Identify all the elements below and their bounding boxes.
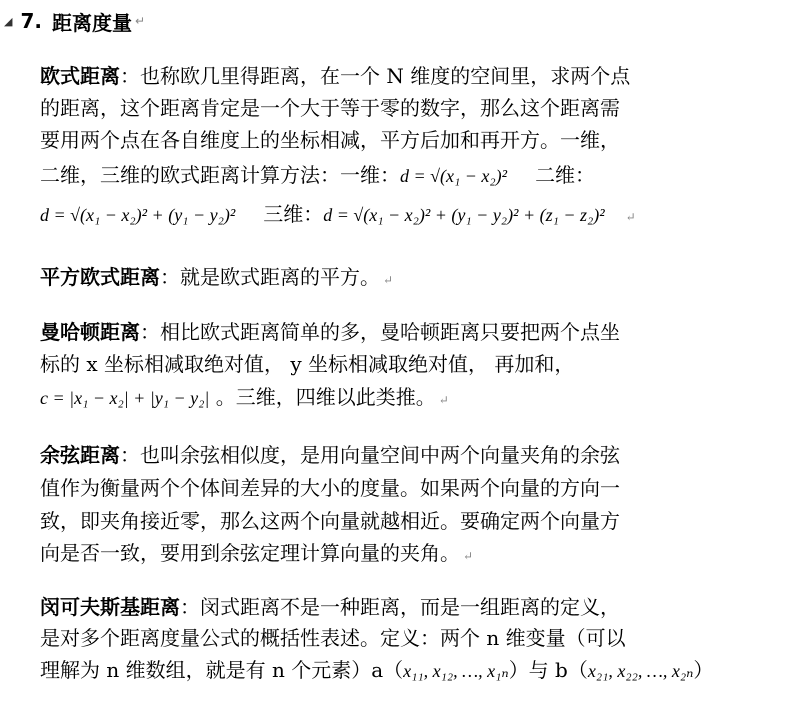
euclid-text-3: 要用两个点在各自维度上的坐标相减，平方后加和再开方。一维， [40, 128, 620, 152]
paragraph-mark-icon: ↵ [134, 14, 146, 28]
euclid-text-4: 二维，三维的欧式距离计算方法：一维： [40, 163, 400, 187]
minkowski-paragraph-line-2 [40, 623, 780, 653]
section-number: 7. [20, 9, 42, 33]
paragraph-mark-icon: ↵ [438, 393, 449, 407]
manhattan-paragraph-line-1 [40, 317, 780, 347]
euclid-paragraph-line-2 [40, 93, 780, 123]
euclid-paragraph-line-4 [40, 160, 780, 190]
cosine-text-4: 向是否一致，要用到余弦定理计算向量的夹角。 [40, 541, 460, 565]
minkowski-text-3b: ）与 b（ [508, 658, 588, 682]
euclid-paragraph-line-5 [40, 199, 780, 229]
manhattan-paragraph-line-3 [40, 382, 780, 412]
minkowski-text-1: ：闵式距离不是一种距离，而是一组距离的定义， [180, 595, 620, 619]
section-title: 距离度量 [51, 10, 132, 35]
cosine-term: 余弦距离 [40, 443, 120, 467]
paragraph-mark-icon: ↵ [625, 210, 636, 224]
cosine-text-1: ：也叫余弦相似度，是用向量空间中两个向量夹角的余弦 [120, 443, 620, 467]
euclid-formula-3d: d = √(x₁ − x₂)² + (y₁ − y₂)² + (z₁ − z₂)² [323, 205, 605, 225]
euclid-paragraph-line-3 [40, 125, 780, 155]
cosine-paragraph-line-2 [40, 473, 780, 503]
manhattan-paragraph-line-2 [40, 349, 780, 379]
minkowski-text-3c: ） [693, 658, 714, 682]
squared-text: ：就是欧式距离的平方。 [160, 265, 380, 289]
cosine-paragraph-line-3 [40, 506, 780, 536]
cosine-paragraph-line-1 [40, 440, 780, 470]
minkowski-text-2: 是对多个距离度量公式的概括性表述。定义：两个 n 维变量（可以 [40, 626, 626, 650]
euclid-term: 欧式距离 [40, 64, 120, 88]
cosine-paragraph-line-4 [40, 538, 780, 568]
squared-term: 平方欧式距离 [40, 265, 160, 289]
cosine-text-2: 值作为衡量两个个体间差异的大小的度量。如果两个向量的方向一 [40, 476, 620, 500]
euclid-text-1: ：也称欧几里得距离，在一个 N 维度的空间里，求两个点 [120, 64, 631, 88]
cosine-text-3: 致，即夹角接近零，那么这两个向量就越相近。要确定两个向量方 [40, 509, 620, 533]
euclid-formula-2d: d = √(x₁ − x₂)² + (y₁ − y₂)² [40, 205, 236, 225]
manhattan-text-1: ：相比欧式距离简单的多，曼哈顿距离只要把两个点坐 [140, 320, 620, 344]
euclid-text-2: 的距离，这个距离肯定是一个大于等于零的数字，那么这个距离需 [40, 96, 620, 120]
minkowski-vector-a: x₁₁, x₁₂, …, x₁ₙ [403, 661, 509, 681]
manhattan-text-3: 。三维，四维以此类推。 [209, 385, 436, 409]
squared-paragraph [40, 262, 780, 292]
minkowski-vector-b: x₂₁, x₂₂, …, x₂ₙ [587, 661, 694, 681]
minkowski-text-3a: 理解为 n 维数组，就是有 n 个元素）a（ [40, 658, 404, 682]
euclid-paragraph-line-1 [40, 61, 780, 91]
paragraph-mark-icon: ↵ [383, 273, 394, 287]
minkowski-paragraph-line-3 [40, 655, 780, 685]
manhattan-formula: c = |x₁ − x₂| + |y₁ − y₂| [40, 388, 210, 408]
manhattan-term: 曼哈顿距离 [40, 320, 140, 344]
euclid-label-3d: 三维： [263, 202, 324, 226]
paragraph-mark-icon: ↵ [463, 549, 474, 563]
minkowski-term: 闵可夫斯基距离 [40, 595, 180, 619]
euclid-formula-1d: d = √(x₁ − x₂)² [400, 166, 508, 186]
manhattan-text-2: 标的 x 坐标相减取绝对值， y 坐标相减取绝对值， 再加和， [40, 352, 575, 376]
collapse-triangle-icon[interactable]: ◢ [4, 14, 13, 28]
minkowski-paragraph-line-1 [40, 592, 780, 622]
euclid-label-2d: 二维： [535, 163, 596, 187]
section-heading [4, 6, 145, 36]
